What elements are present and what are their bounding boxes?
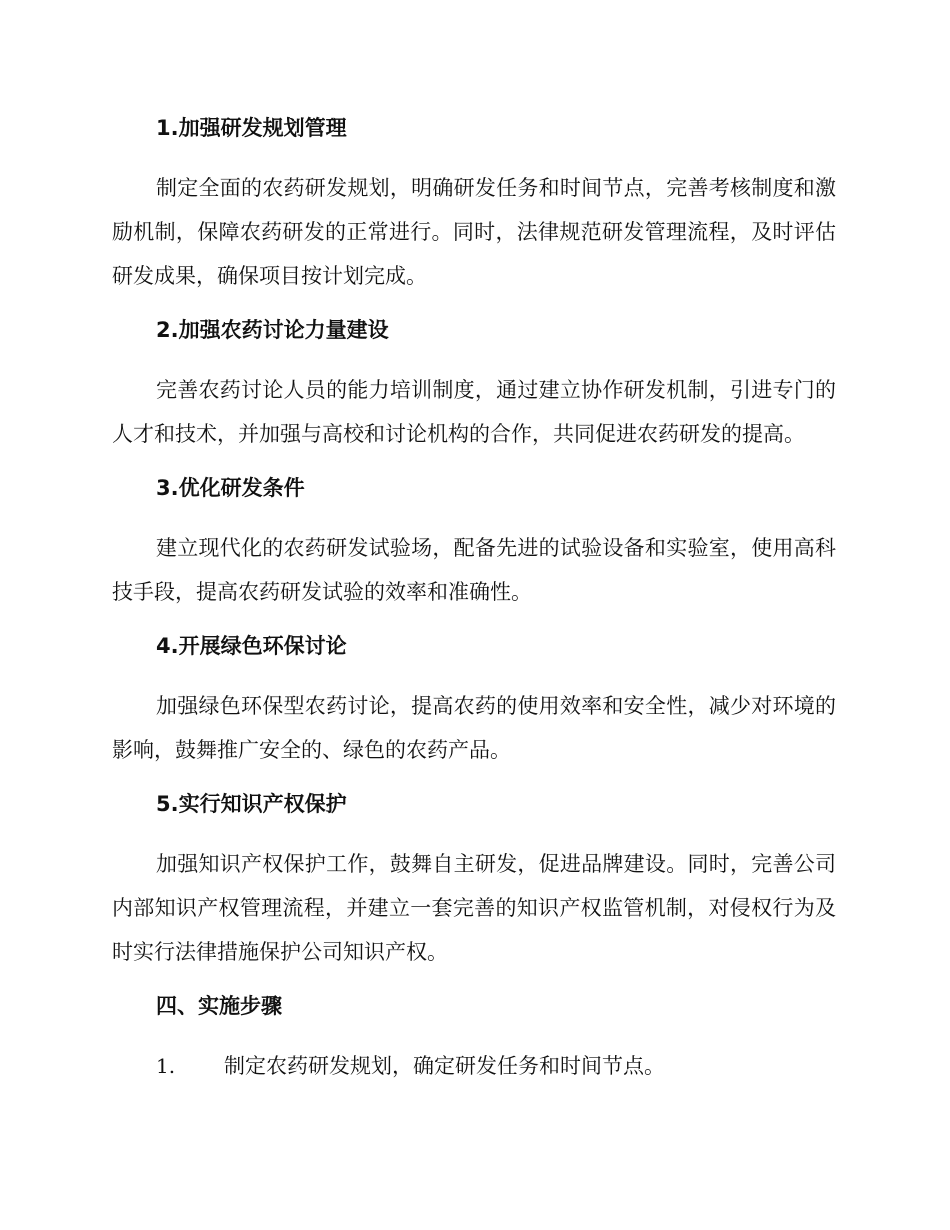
section-heading-5: 5.实行知识产权保护: [156, 792, 347, 816]
section-paragraph-4: 加强绿色环保型农药讨论，提高农药的使用效率和安全性，减少对环境的影响，鼓舞推广安全的、绿色的农药产品。: [112, 694, 836, 762]
section-paragraph-1: 制定全面的农药研发规划，明确研发任务和时间节点，完善考核制度和激励机制，保障农药研发的正常进行。同时，法律规范研发管理流程，及时评估研发成果，确保项目按计划完成。: [112, 176, 836, 288]
implementation-steps-heading: 四、实施步骤: [156, 994, 282, 1018]
section-heading-1: 1.加强研发规划管理: [156, 116, 347, 140]
list-item-text: 制定农药研发规划，确定研发任务和时间节点。: [224, 1054, 665, 1078]
section-heading-4: 4.开展绿色环保讨论: [156, 634, 347, 658]
section-paragraph-3: 建立现代化的农药研发试验场，配备先进的试验设备和实验室，使用高科技手段，提高农药研发试验的效率和准确性。: [112, 536, 836, 604]
section-paragraph-2: 完善农药讨论人员的能力培训制度，通过建立协作研发机制，引进专门的人才和技术，并加强与高校和讨论机构的合作，共同促进农药研发的提高。: [112, 378, 836, 446]
list-item: [112, 1044, 836, 1088]
document-body: [112, 112, 836, 1088]
list-item-number: 1.: [156, 1054, 176, 1078]
section-heading-2: 2.加强农药讨论力量建设: [156, 318, 389, 342]
section-paragraph-5: 加强知识产权保护工作，鼓舞自主研发，促进品牌建设。同时，完善公司内部知识产权管理流程，并建立一套完善的知识产权监管机制，对侵权行为及时实行法律措施保护公司知识产权。: [112, 852, 836, 964]
section-heading-3: 3.优化研发条件: [156, 476, 305, 500]
